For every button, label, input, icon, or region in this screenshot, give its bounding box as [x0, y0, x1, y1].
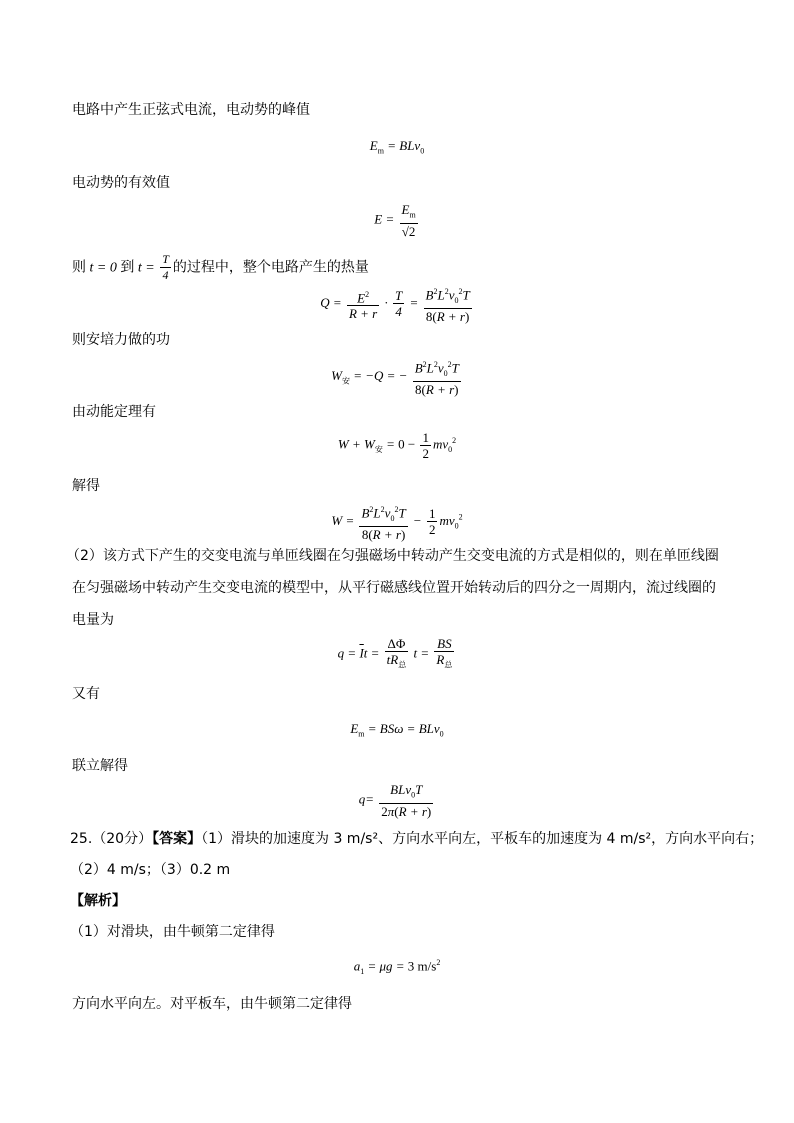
text-line: 解得 — [72, 478, 100, 494]
text-line: （1）对滑块，由牛顿第二定律得 — [70, 924, 275, 940]
equation-emf-peak: $E_m = BLv_0$ — [369, 138, 425, 156]
equation-charge: $q = \overline{I}t$ = $\frac{\Delta\Phi}{tR_总}$ t = $\frac{BS}{R_总}$ — [337, 636, 453, 670]
equation-emf-omega: $E_m = BS\omega = BLv_0$ — [350, 721, 444, 739]
equation-result-w: W = $\frac{B^2L^2v_0^2T}{8(R + r)}$ − $\frac{1}{2}$ $mv_0^2$ — [0, 502, 794, 542]
text-line: 电路中产生正弦式电流，电动势的峰值 — [72, 102, 310, 118]
text-line: 联立解得 — [72, 758, 128, 774]
text-span: 则 — [72, 259, 86, 276]
equation-result-q: q= $\frac{BLv_0T}{2\pi(R + r)}$ — [358, 782, 432, 819]
text-span: 到 — [120, 259, 135, 276]
answer-line — [70, 829, 763, 849]
text-line: 方向水平向左。对平板车，由牛顿第二定律得 — [72, 996, 352, 1012]
text-span: 的过程中，整个电路产生的热量 — [172, 259, 369, 276]
equation-ampere-work: $W_安 = -Q$ = − $\frac{B^2L^2v_0^2T}{8(R + r)}$ — [0, 357, 794, 397]
answer-text: （1）滑块的加速度为 3 m/s²、方向水平向左，平板车的加速度为 4 m/s²，方向水平向右； — [201, 831, 764, 847]
text-line: 电量为 — [72, 612, 114, 628]
text-line: 则 t = 0 到 t = $\frac{T}{4}$ 的过程中，整个电路产生的热量 — [72, 252, 369, 282]
text-line: （2）4 m/s；（3）0.2 m — [70, 862, 231, 878]
question-number: 25.（20分） — [70, 831, 153, 847]
answer-label: 【答案】 — [152, 831, 202, 847]
text-line: 电动势的有效值 — [72, 175, 170, 191]
equation-heat: Q = $\frac{E^2}{R + r}$ · $\frac{T}{4}$ = $\frac{B^2L^2v_0^2T}{8(R + r)}$ — [0, 284, 794, 324]
equation-emf-effective: E = $\frac{E_m}{√2}$ — [374, 202, 416, 239]
equation-kinetic-theorem: $W + W_安 = 0$ − $\frac{1}{2}$ $mv_0^2$ — [337, 430, 457, 461]
text-line: （2）该方式下产生的交变电流与单匝线圈在匀强磁场中转动产生交变电流的方式是相似的，则在单匝线圈 — [66, 548, 719, 564]
analysis-label: 【解析】 — [70, 893, 126, 909]
text-line: 在匀强磁场中转动产生交变电流的模型中，从平行磁感线位置开始转动后的四分之一周期内，流过线圈的 — [72, 580, 716, 596]
equation-acceleration: $a_1 = \mu g = 3$ $m/s^2$ — [353, 958, 441, 976]
text-line: 则安培力做的功 — [72, 332, 170, 348]
text-line: 由动能定理有 — [72, 404, 156, 420]
text-line: 又有 — [72, 686, 100, 702]
